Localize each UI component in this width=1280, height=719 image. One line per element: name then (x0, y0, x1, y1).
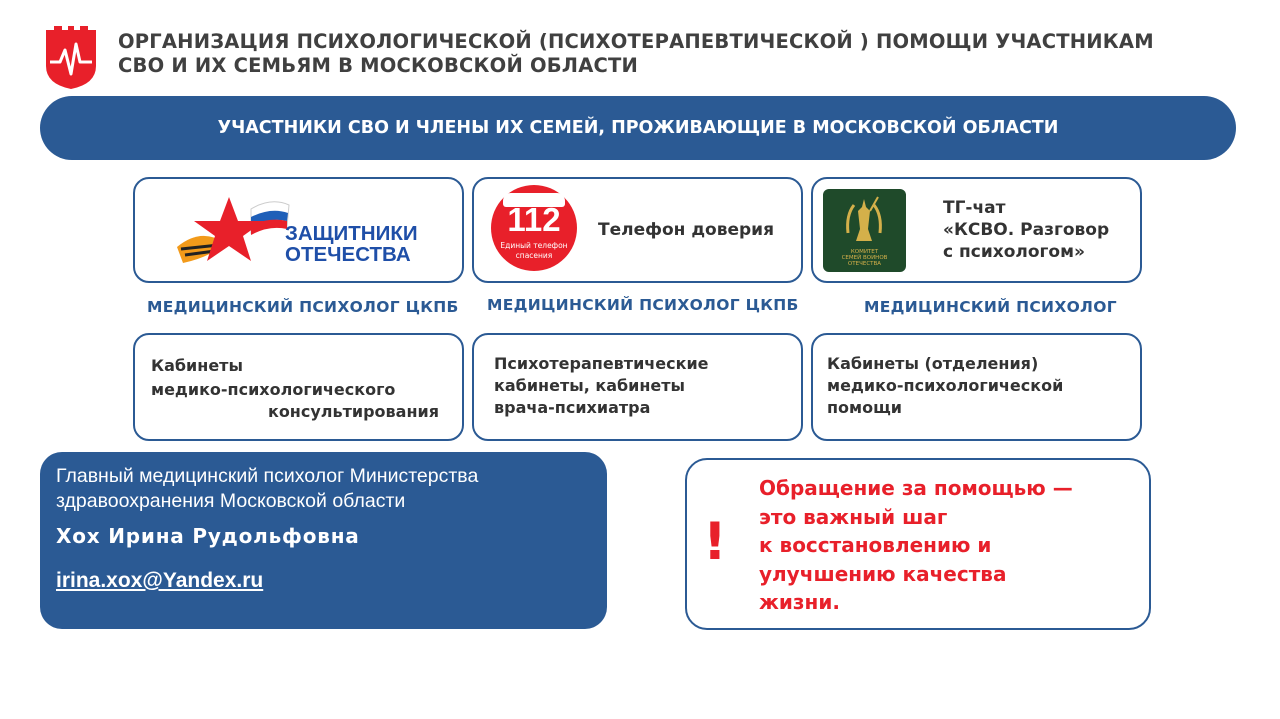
r1-line-3: консультирования (267, 402, 439, 421)
telegram-chat-card[interactable] (811, 177, 1142, 283)
r3-line-2: медико-психологической (827, 376, 1064, 395)
consulting-rooms-card (133, 333, 464, 441)
title-line-1: ОРГАНИЗАЦИЯ ПСИХОЛОГИЧЕСКОЙ (ПСИХОТЕРАПЕВТИЧЕСКОЙ ) ПОМОЩИ УЧАСТНИКАМ (118, 30, 1154, 53)
banner-text: УЧАСТНИКИ СВО И ЧЛЕНЫ ИХ СЕМЕЙ, ПРОЖИВАЮЩИЕ В МОСКОВСКОЙ ОБЛАСТИ (217, 118, 1059, 138)
logo-sub-1: КОМИТЕТ (850, 249, 879, 255)
emergency-sub-2: спасения (515, 251, 553, 260)
logo-sub-2: СЕМЕЙ ВОИНОВ (841, 255, 888, 261)
emergency-number: 112 (507, 201, 561, 238)
contact-email-link[interactable]: irina.xox@Yandex.ru (56, 569, 264, 592)
r2-line-2: кабинеты, кабинеты (494, 376, 686, 395)
helpline-card[interactable] (472, 177, 803, 283)
defenders-logo-text (285, 223, 418, 265)
tg-line-1: ТГ-чат (943, 198, 1006, 218)
psych-care-units-text (827, 353, 1063, 419)
psych-label-2: МЕДИЦИНСКИЙ ПСИХОЛОГ ЦКПБ (487, 296, 799, 314)
defenders-logo-line-1: ЗАЩИТНИКИ (285, 222, 418, 245)
defenders-fund-card[interactable] (133, 177, 464, 283)
chief-psychologist-contact (40, 452, 607, 629)
telegram-chat-text (943, 197, 1109, 263)
emergency-sub-1: Единый телефон (500, 241, 568, 250)
callout-text (759, 474, 1073, 617)
r2-line-1: Психотерапевтические (494, 354, 709, 373)
consulting-rooms-text (151, 355, 439, 423)
page-title (118, 30, 1154, 78)
callout-line-5: жизни. (759, 590, 840, 614)
helpline-label: Телефон доверия (598, 220, 775, 240)
seek-help-callout (685, 458, 1151, 630)
title-line-2: СВО И ИХ СЕМЬЯМ В МОСКОВСКОЙ ОБЛАСТИ (118, 54, 639, 77)
contact-role (56, 464, 478, 514)
statue-icon (844, 193, 884, 249)
contact-role-line-2: здравоохранения Московской области (56, 490, 406, 512)
tg-line-3: с психологом» (943, 242, 1085, 262)
psych-care-units-card (811, 333, 1142, 441)
target-audience-banner (40, 96, 1236, 160)
psychotherapy-rooms-text (494, 353, 709, 419)
r1-line-1: Кабинеты (151, 356, 243, 375)
callout-line-1: Обращение за помощью — (759, 476, 1073, 500)
r3-line-1: Кабинеты (отделения) (827, 354, 1039, 373)
defenders-logo-line-2: ОТЕЧЕСТВА (285, 243, 411, 266)
r1-line-2: медико-психологического (151, 380, 396, 399)
psych-label-1: МЕДИЦИНСКИЙ ПСИХОЛОГ ЦКПБ (147, 298, 459, 316)
callout-line-2: это важный шаг (759, 504, 948, 529)
contact-role-line-1: Главный медицинский психолог Министерства (56, 465, 479, 487)
exclamation-icon: ! (703, 512, 727, 572)
logo-sub-3: ОТЕЧЕСТВА (847, 261, 882, 267)
tg-line-2: «КСВО. Разговор (943, 220, 1110, 240)
r2-line-3: врача-психиатра (494, 398, 651, 417)
r3-line-3: помощи (827, 398, 903, 417)
callout-line-4: улучшению качества (759, 561, 1007, 586)
psychotherapy-rooms-card (472, 333, 803, 441)
callout-line-3: к восстановлению и (759, 533, 992, 557)
psych-label-3: МЕДИЦИНСКИЙ ПСИХОЛОГ (864, 298, 1117, 316)
emergency-112-logo (491, 185, 577, 271)
moscow-oblast-emblem-icon (44, 26, 98, 90)
contact-name: Хох Ирина Рудольфовна (56, 524, 360, 548)
defenders-ribbon-star-icon (171, 191, 291, 267)
family-committee-logo (823, 189, 906, 272)
